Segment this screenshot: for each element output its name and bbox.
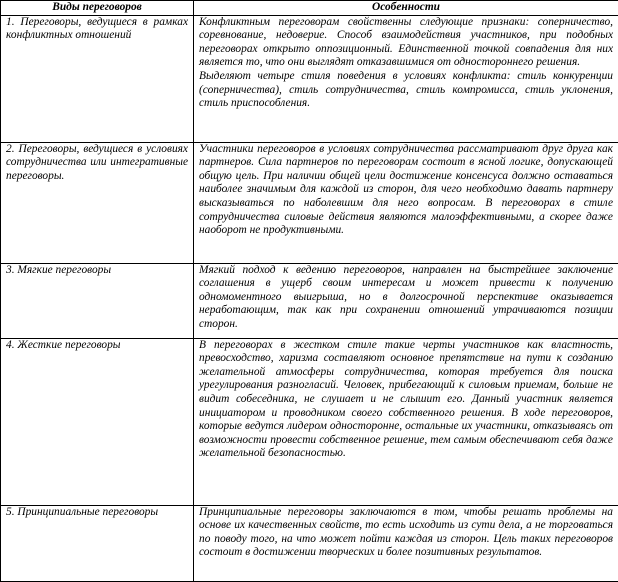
column-header-features: Особенности [194, 1, 618, 16]
negotiation-type-cell: 2. Переговоры, ведущиеся в условиях сотрудничества или интегративные переговоры. [1, 142, 194, 263]
features-cell [194, 263, 618, 338]
table-row [1, 338, 618, 505]
negotiation-type-cell: 3. Мягкие переговоры [1, 263, 194, 338]
table-row [1, 263, 618, 338]
negotiation-type-cell: 5. Принципиальные переговоры [1, 505, 194, 581]
features-paragraph: Выделяют четыре стиля поведения в условиях конфликта: стиль конкуренции (соперничества), стиль сотрудничества, стиль компромисса, стиль уклонения, стиль приспособления. [199, 70, 613, 111]
negotiation-type-cell: 1. Переговоры, ведущиеся в рамках конфликтных отношений [1, 15, 194, 142]
features-paragraph: В переговорах в жестком стиле такие черты участников как властность, превосходство, харизма составляют основное препятствие на пути к созданию желательной атмосферы сотрудничества, которая требуется для поиска урегулирования разногласий. Человек, прибегающий к силовым приемам, больше не видит собеседника, не слушает и не слышит его. Данный участник является инициатором и проводником своего собственного решения. В ходе переговоров, которые ведутся лидером односторонне, остальные их участники, отказываясь от возможности провести собственное решение, тем самым обеспечивают себя даже желательной безопасностью. [199, 339, 613, 461]
features-paragraph: Мягкий подход к ведению переговоров, направлен на быстрейшее заключение соглашения в ущерб своим интересам и может привести к получению одномоментного выигрыша, но в долгосрочной перспективе оказывается неработающим, так как при сохранении отношений утрачиваются позиции сторон. [199, 264, 613, 332]
features-paragraph: Участники переговоров в условиях сотрудничества рассматривают друг друга как партнеров. Сила партнеров по переговорам состоит в ясной логике, допускающей общую цель. При наличии общей цели достижение консенсуса должно оставаться наиболее значимым для каждой из сторон, для чего необходимо давать партнеру высказываться по наболевшим для него вопросам. В переговорах в стиле сотрудничества силовые действия являются малоэффективными, а скорее даже наоборот не продуктивными. [199, 143, 613, 238]
features-cell [194, 142, 618, 263]
table-row [1, 505, 618, 581]
features-cell [194, 338, 618, 505]
column-header-types: Виды переговоров [1, 1, 194, 16]
features-paragraph: Принципиальные переговоры заключаются в том, чтобы решать проблемы на основе их качественных свойств, то есть исходить из сути дела, а не торговаться по поводу того, на что может пойти каждая из сторон. Цель таких переговоров состоит в достижении творческих и более позитивных результатов. [199, 506, 613, 560]
negotiation-type-cell: 4. Жесткие переговоры [1, 338, 194, 505]
table-header-row [1, 1, 618, 16]
table-row [1, 142, 618, 263]
features-paragraph: Конфликтным переговорам свойственны следующие признаки: соперничество, соревнование, недоверие. Способ взаимодействия участников, при подобных переговорах открыто оппозиционный. Единственной точкой совпадения для них является то, что они выглядят отказавшимися от одностороннего решения. [199, 16, 613, 70]
features-cell [194, 15, 618, 142]
features-cell [194, 505, 618, 581]
table-row [1, 15, 618, 142]
